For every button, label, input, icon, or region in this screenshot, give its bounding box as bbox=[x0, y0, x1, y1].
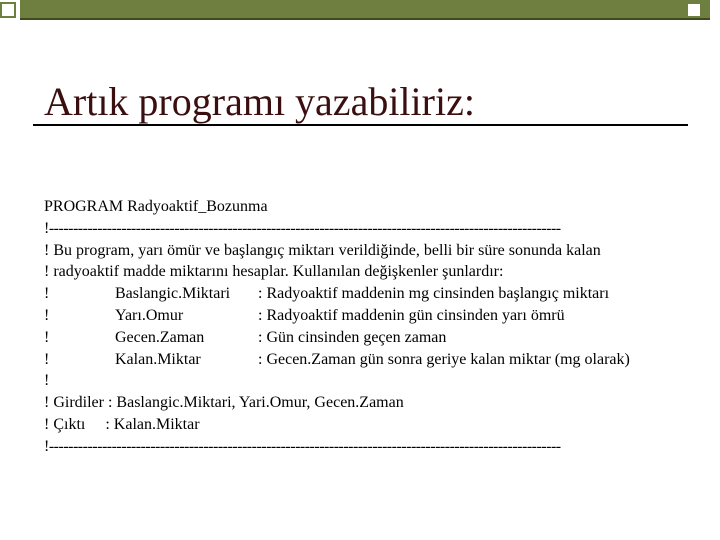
decorative-top-bar bbox=[20, 0, 710, 20]
variable-name: Gecen.Zaman bbox=[115, 328, 205, 346]
comment-mark: ! bbox=[44, 306, 50, 324]
variable-description: : Radyoaktif maddenin gün cinsinden yarı ömrü bbox=[258, 306, 565, 324]
left-square-ornament-icon bbox=[0, 2, 16, 18]
code-text: ! Girdiler : Baslangic.Miktari, Yari.Omur, Gecen.Zaman bbox=[44, 394, 404, 412]
title-underline bbox=[33, 124, 688, 126]
variable-name: Kalan.Miktar bbox=[115, 350, 201, 368]
comment-mark: ! bbox=[44, 372, 50, 390]
variable-description: : Radyoaktif maddenin mg cinsinden başlangıç miktarı bbox=[258, 285, 610, 303]
code-text: ! radyoaktif madde miktarını hesaplar. Kullanılan değişkenler şunlardır: bbox=[44, 263, 504, 281]
variable-description: : Gecen.Zaman gün sonra geriye kalan miktar (mg olarak) bbox=[258, 350, 630, 368]
variable-name: Baslangic.Miktari bbox=[115, 285, 231, 303]
code-text: ! Çıktı : Kalan.Miktar bbox=[44, 415, 200, 433]
code-text: PROGRAM Radyoaktif_Bozunma bbox=[44, 198, 268, 215]
separator-line: !---------------------------------------------------------------------------------------------------------- bbox=[44, 219, 561, 237]
right-square-ornament-icon bbox=[686, 2, 702, 18]
slide-title: Artık programı yazabiliriz: bbox=[44, 79, 475, 124]
code-text: ! Bu program, yarı ömür ve başlangıç miktarı verildiğinde, belli bir süre sonunda kalan bbox=[44, 241, 601, 259]
comment-mark: ! bbox=[44, 285, 50, 303]
separator-line: !---------------------------------------------------------------------------------------------------------- bbox=[44, 437, 561, 455]
variable-description: : Gün cinsinden geçen zaman bbox=[258, 328, 447, 346]
comment-mark: ! bbox=[44, 328, 50, 346]
comment-mark: ! bbox=[44, 350, 50, 368]
variable-name: Yarı.Omur bbox=[115, 306, 184, 324]
